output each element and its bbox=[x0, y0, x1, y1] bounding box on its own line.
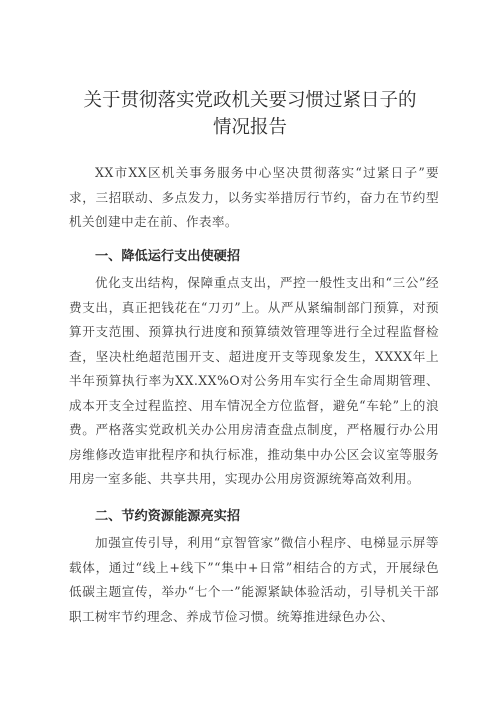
section-2-heading: 二、节约资源能源亮实招 bbox=[95, 509, 241, 524]
section-2-paragraph: 加强宣传引导，利用“京智管家”微信小程序、电梯显示屏等载体，通过“线上+线下”“集中+日常”相结合的方式，开展绿色低碳主题宣传，举办“七个一”能源紧缺体验活动，引导机关干部职工树牢节约理念、养成节俭习惯。统筹推进绿色办公、 bbox=[69, 535, 439, 624]
document-title-line-1: 关于贯彻落实党政机关要习惯过紧日子的 bbox=[83, 90, 417, 111]
intro-paragraph: XX市XX区机关事务服务中心坚决贯彻落实“过紧日子”要求，三招联动、多点发力，以务实举措厉行节约，奋力在节约型机关创建中走在前、作表率。 bbox=[69, 165, 439, 229]
section-1-heading: 一、降低运行支出使硬招 bbox=[95, 249, 241, 264]
document-title-line-2: 情况报告 bbox=[212, 117, 287, 138]
section-1-paragraph: 优化支出结构，保障重点支出，严控一般性支出和“三公”经费支出，真正把钱花在“刀刃”上。从严从紧编制部门预算，对预算开支范围、预算执行进度和预算绩效管理等进行全过程监督检查，坚决杜绝超范围开支、超进度开支等现象发生，XXXX年上半年预算执行率为XX.XX%O对公务用车实行全生命周期管理、成本开支全过程监控、用车情况全方位监督，避免“车轮”上的浪费。严格落实党政机关办公用房清查盘点制度，严格履行办公用房维修改造审批程序和执行标准，推动集中办公区会议室等服务用房一室多能、共享共用，实现办公用房资源统筹高效利用。 bbox=[69, 275, 439, 486]
